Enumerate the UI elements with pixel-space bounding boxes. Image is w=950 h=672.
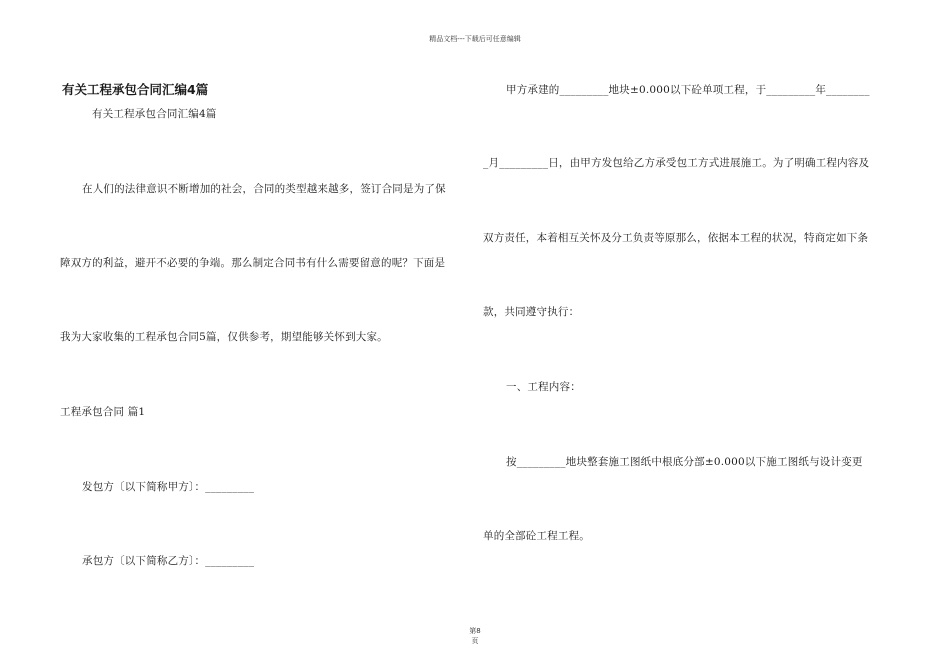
page-number-line-1: 第8 [469, 627, 481, 635]
intro-paragraph-line-2: 障双方的利益，避开不必要的争端。那么制定合同书有什么需要留意的呢？下面是 [60, 257, 446, 269]
party-a-line: 发包方〔以下简称甲方〕：_________ [82, 481, 255, 493]
section-heading-contract-1: 工程承包合同 篇1 [60, 406, 146, 418]
right-paragraph-line-2: _月_________日，由甲方发包给乙方承受包工方式进展施工。为了明确工程内容及 [483, 157, 870, 169]
page-header: 精品文档---下载后可任意编辑 [429, 35, 521, 43]
page-number-line-2: 页 [471, 637, 479, 645]
right-paragraph-line-1: 甲方承建的_________地块±0.000以下砼单项工程，于_________年________ [506, 84, 870, 96]
clause-line-2: 单的全部砼工程工程。 [483, 530, 590, 542]
document-subtitle: 有关工程承包合同汇编4篇 [92, 108, 217, 120]
party-b-line: 承包方〔以下简称乙方〕：_________ [82, 555, 255, 567]
clause-heading-work-content: 一、工程内容： [506, 381, 581, 393]
intro-paragraph-line-1: 在人们的法律意识不断增加的社会，合同的类型越来越多，签订合同是为了保 [82, 183, 446, 195]
right-paragraph-line-4: 款，共同遵守执行： [483, 306, 580, 318]
right-paragraph-line-3: 双方责任，本着相互关怀及分工负责等原那么，依据本工程的状况，特商定如下条 [483, 232, 869, 244]
clause-line-1: 按_________地块整套施工图纸中根底分部±0.000以下施工图纸与设计变更 [506, 456, 863, 468]
document-title: 有关工程承包合同汇编4篇 [62, 82, 209, 97]
intro-paragraph-line-3: 我为大家收集的工程承包合同5篇，仅供参考，期望能够关怀到大家。 [60, 331, 388, 343]
